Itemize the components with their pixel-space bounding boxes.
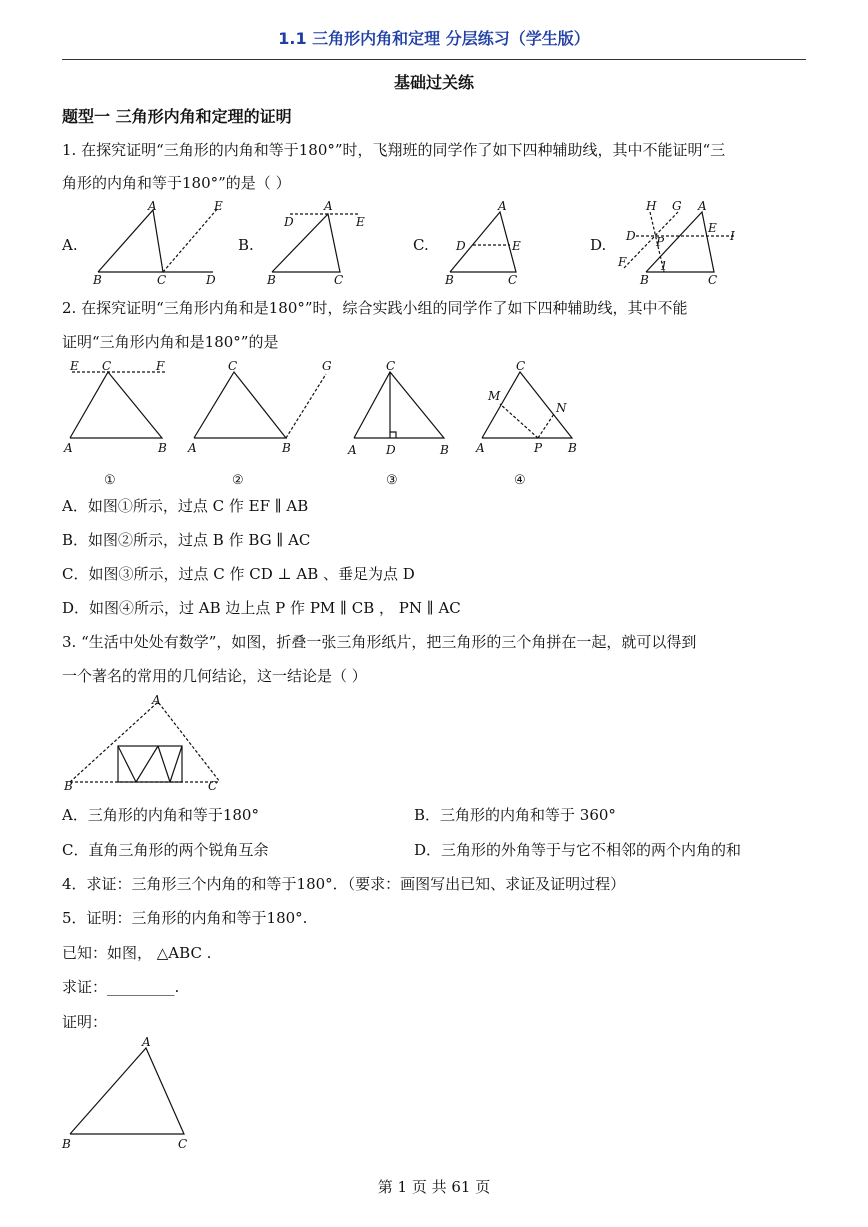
q3-option-c: C．直角三角形的两个锐角互余 bbox=[62, 841, 269, 859]
question-type-title: 题型一 三角形内角和定理的证明 bbox=[62, 107, 292, 126]
q2-line1: 2. 在探究证明“三角形内角和是180°”时，综合实践小组的同学作了如下四种辅助线，其中不能 bbox=[62, 299, 688, 317]
fig2-label-g: G bbox=[322, 359, 332, 373]
fig2-label-b: B bbox=[282, 441, 291, 455]
q3-fig-label-b: B bbox=[64, 779, 73, 793]
fig-b-label-e: E bbox=[356, 215, 365, 229]
q1-option-c-label: C. bbox=[413, 236, 429, 254]
fig-a-label-d: D bbox=[206, 273, 216, 287]
q5-fig-label-b: B bbox=[62, 1137, 71, 1151]
fig2-label-c: C bbox=[228, 359, 238, 373]
fig-a-label-b: B bbox=[93, 273, 102, 287]
fig-c-label-e: E bbox=[512, 239, 521, 253]
q1-figure-c bbox=[440, 198, 540, 290]
q3-line1: 3. “生活中处处有数学”，如图，折叠一张三角形纸片，把三角形的三个角拼在一起，就可以得到 bbox=[62, 633, 697, 651]
fig4-label-n: N bbox=[556, 401, 567, 415]
q3-fig-label-c: C bbox=[208, 779, 218, 793]
q3-fig-label-a: A bbox=[152, 693, 161, 707]
fig-c-label-c: C bbox=[508, 273, 518, 287]
q1-line2: 角形的内角和等于180°”的是（ ） bbox=[62, 174, 291, 192]
fig-d-label-g: G bbox=[672, 199, 682, 213]
fig-d-label-f: F bbox=[618, 255, 627, 269]
q1-line1: 1. 在探究证明“三角形的内角和等于180°”时，飞翔班的同学作了如下四种辅助线，其中不能证明“三 bbox=[62, 141, 726, 159]
q2-option-c: C．如图③所示，过点 C 作 CD ⊥ AB 、垂足为点 D bbox=[62, 565, 415, 583]
page-footer: 第 1 页 共 61 页 bbox=[377, 1178, 491, 1196]
fig1-label-f: F bbox=[156, 359, 165, 373]
fig-d-label-a: A bbox=[698, 199, 707, 213]
q1-option-b-label: B. bbox=[238, 236, 254, 254]
q4-text: 4．求证：三角形三个内角的和等于180°．（要求：画图写出已知、求证及证明过程） bbox=[62, 875, 626, 893]
fig3-label-d: D bbox=[386, 443, 396, 457]
fig1-label-a: A bbox=[64, 441, 73, 455]
q2-figure-3 bbox=[344, 356, 459, 491]
fig-c-label-a: A bbox=[498, 199, 507, 213]
page-header-title: 1.1 三角形内角和定理 分层练习（学生版） bbox=[278, 29, 590, 48]
fig4-label-c: C bbox=[516, 359, 526, 373]
fig-d-label-i: I bbox=[730, 229, 735, 243]
fig4-label-b: B bbox=[568, 441, 577, 455]
q2-option-a: A．如图①所示，过点 C 作 EF ∥ AB bbox=[62, 497, 309, 515]
q1-figure-b bbox=[262, 198, 382, 290]
fig1-number: ① bbox=[104, 473, 116, 488]
fig3-label-b: B bbox=[440, 443, 449, 457]
fig-d-label-c: C bbox=[708, 273, 718, 287]
q2-figure-2 bbox=[184, 356, 339, 491]
fig-a-label-e: E bbox=[214, 199, 223, 213]
q2-figure-1 bbox=[62, 356, 177, 491]
fig-d-label-e: E bbox=[708, 221, 717, 235]
q2-option-d: D．如图④所示，过 AB 边上点 P 作 PM ∥ CB ， PN ∥ AC bbox=[62, 599, 461, 617]
q5-text: 5．证明：三角形的内角和等于180°. bbox=[62, 909, 308, 927]
fig2-label-a: A bbox=[188, 441, 197, 455]
q5-prove: 求证：_________. bbox=[62, 978, 180, 996]
fig1-label-b: B bbox=[158, 441, 167, 455]
fig3-number: ③ bbox=[386, 473, 398, 488]
fig-d-label-h: H bbox=[646, 199, 657, 213]
fig4-label-p: P bbox=[534, 441, 543, 455]
header-rule bbox=[62, 59, 806, 60]
q2-figure-4 bbox=[472, 356, 587, 491]
fig-a-label-c: C bbox=[157, 273, 167, 287]
section-title: 基础过关练 bbox=[393, 73, 474, 92]
q2-option-b: B．如图②所示，过点 B 作 BG ∥ AC bbox=[62, 531, 311, 549]
fig4-number: ④ bbox=[514, 473, 526, 488]
fig-d-label-1: 1 bbox=[660, 259, 668, 273]
q3-option-d: D．三角形的外角等于与它不相邻的两个内角的和 bbox=[414, 841, 742, 859]
q5-figure-triangle-abc bbox=[58, 1032, 203, 1154]
fig1-label-c: C bbox=[102, 359, 112, 373]
fig1-label-e: E bbox=[70, 359, 79, 373]
q1-option-d-label: D. bbox=[590, 236, 607, 254]
q3-line2: 一个著名的常用的几何结论，这一结论是（ ） bbox=[62, 667, 367, 685]
q1-option-a-label: A. bbox=[62, 236, 78, 254]
q5-fig-label-c: C bbox=[178, 1137, 188, 1151]
q5-fig-label-a: A bbox=[142, 1035, 151, 1049]
fig3-label-a: A bbox=[348, 443, 357, 457]
fig-d-label-d: D bbox=[626, 229, 636, 243]
q2-line2: 证明“三角形内角和是180°”的是 bbox=[62, 333, 279, 351]
fig3-label-c: C bbox=[386, 359, 396, 373]
q3-figure-folded-triangle bbox=[62, 692, 227, 794]
fig-d-label-b: B bbox=[640, 273, 649, 287]
q3-option-a: A．三角形的内角和等于180° bbox=[62, 806, 259, 824]
fig-b-label-d: D bbox=[284, 215, 294, 229]
fig-c-label-d: D bbox=[456, 239, 466, 253]
fig-b-label-a: A bbox=[324, 199, 333, 213]
fig2-number: ② bbox=[232, 473, 244, 488]
q1-figure-d bbox=[614, 196, 744, 290]
fig-c-label-b: B bbox=[445, 273, 454, 287]
q5-known: 已知：如图， △ABC . bbox=[62, 944, 212, 962]
q1-figure-a bbox=[88, 198, 228, 290]
fig-b-label-c: C bbox=[334, 273, 344, 287]
q3-option-b: B．三角形的内角和等于 360° bbox=[414, 806, 616, 824]
fig-d-label-p: P bbox=[656, 235, 665, 249]
q5-proof: 证明： bbox=[62, 1013, 108, 1031]
fig4-label-m: M bbox=[488, 389, 501, 403]
fig-a-label-a: A bbox=[148, 199, 157, 213]
fig4-label-a: A bbox=[476, 441, 485, 455]
fig-b-label-b: B bbox=[267, 273, 276, 287]
